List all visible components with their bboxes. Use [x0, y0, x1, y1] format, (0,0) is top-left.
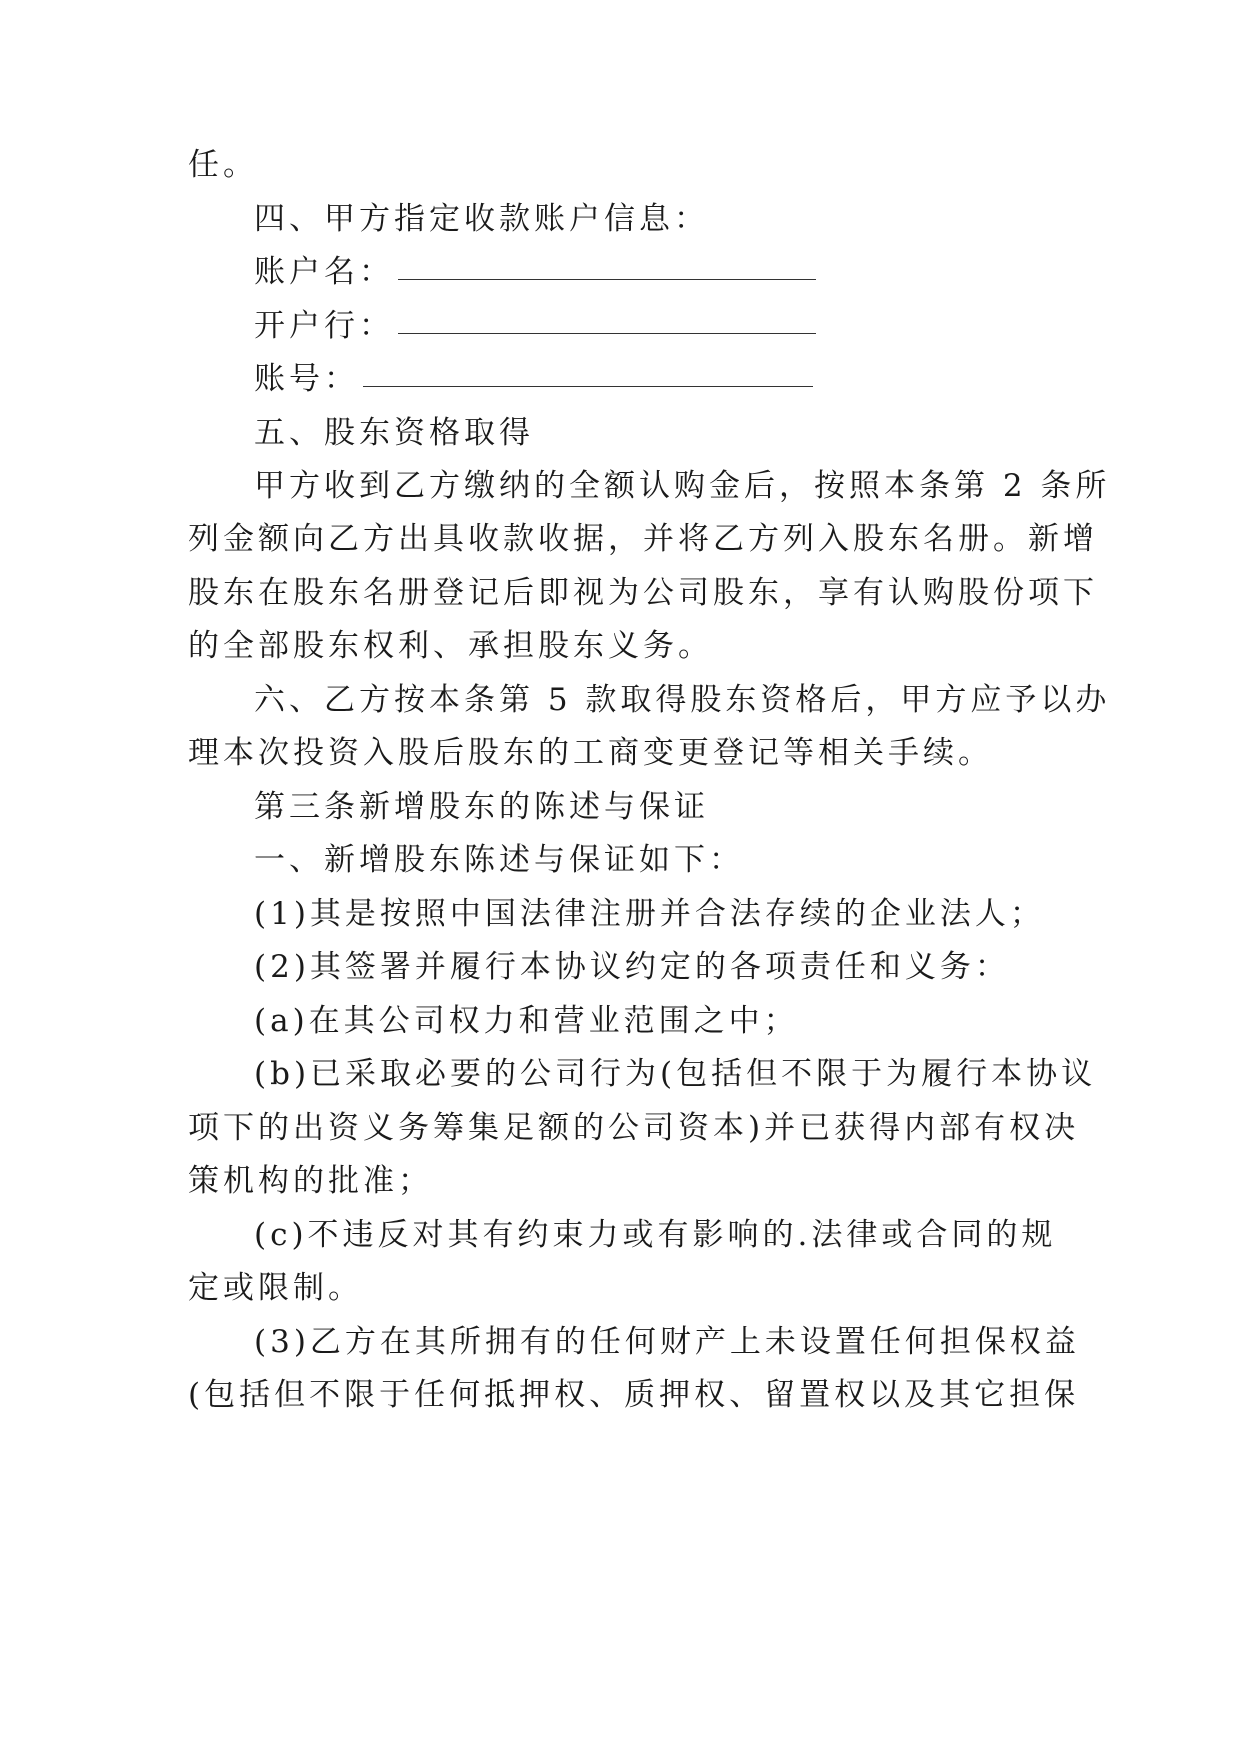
- text-line: (包括但不限于任何抵押权、质押权、留置权以及其它担保: [188, 1377, 1080, 1413]
- account-number-blank: [363, 352, 813, 387]
- section-heading: 四、甲方指定收款账户信息：: [254, 201, 709, 237]
- text-line: 股东在股东名册登记后即视为公司股东，享有认购股份项下: [188, 575, 1098, 611]
- text-line: 定或限制。: [188, 1270, 363, 1306]
- text-line: (2)其签署并履行本协议约定的各项责任和义务：: [254, 949, 1010, 985]
- section-heading: 五、股东资格取得: [254, 415, 534, 451]
- text-line: 理本次投资入股后股东的工商变更登记等相关手续。: [188, 735, 993, 771]
- article-heading: 第三条新增股东的陈述与保证: [254, 789, 709, 825]
- text-line: 一、新增股东陈述与保证如下：: [254, 842, 744, 878]
- text-line: (a)在其公司权力和营业范围之中；: [254, 1003, 799, 1039]
- text-line: (b)已采取必要的公司行为(包括但不限于为履行本协议: [254, 1056, 1097, 1092]
- text-line: 六、乙方按本条第 5 款取得股东资格后，甲方应予以办: [254, 682, 1111, 718]
- account-number-label: 账号：: [254, 361, 359, 397]
- account-name-field: [254, 247, 816, 297]
- text-line: (c)不违反对其有约束力或有影响的.法律或合同的规: [254, 1217, 1057, 1253]
- text-line: 的全部股东权利、承担股东义务。: [188, 628, 713, 664]
- account-name-label: 账户名：: [254, 254, 394, 290]
- text-line: 甲方收到乙方缴纳的全额认购金后，按照本条第 2 条所: [254, 468, 1111, 504]
- account-name-blank: [398, 245, 816, 280]
- text-line: 列金额向乙方出具收款收据，并将乙方列入股东名册。新增: [188, 521, 1098, 557]
- bank-field: [254, 301, 816, 351]
- account-number-field: [254, 354, 813, 404]
- bank-label: 开户行：: [254, 308, 394, 344]
- text-line: 项下的出资义务筹集足额的公司资本)并已获得内部有权决: [188, 1110, 1080, 1146]
- text-line: 策机构的批准；: [188, 1163, 433, 1199]
- text-line: (1)其是按照中国法律注册并合法存续的企业法人；: [254, 896, 1045, 932]
- bank-blank: [398, 299, 816, 334]
- text-line: 任。: [188, 147, 258, 183]
- text-line: (3)乙方在其所拥有的任何财产上未设置任何担保权益: [254, 1324, 1080, 1360]
